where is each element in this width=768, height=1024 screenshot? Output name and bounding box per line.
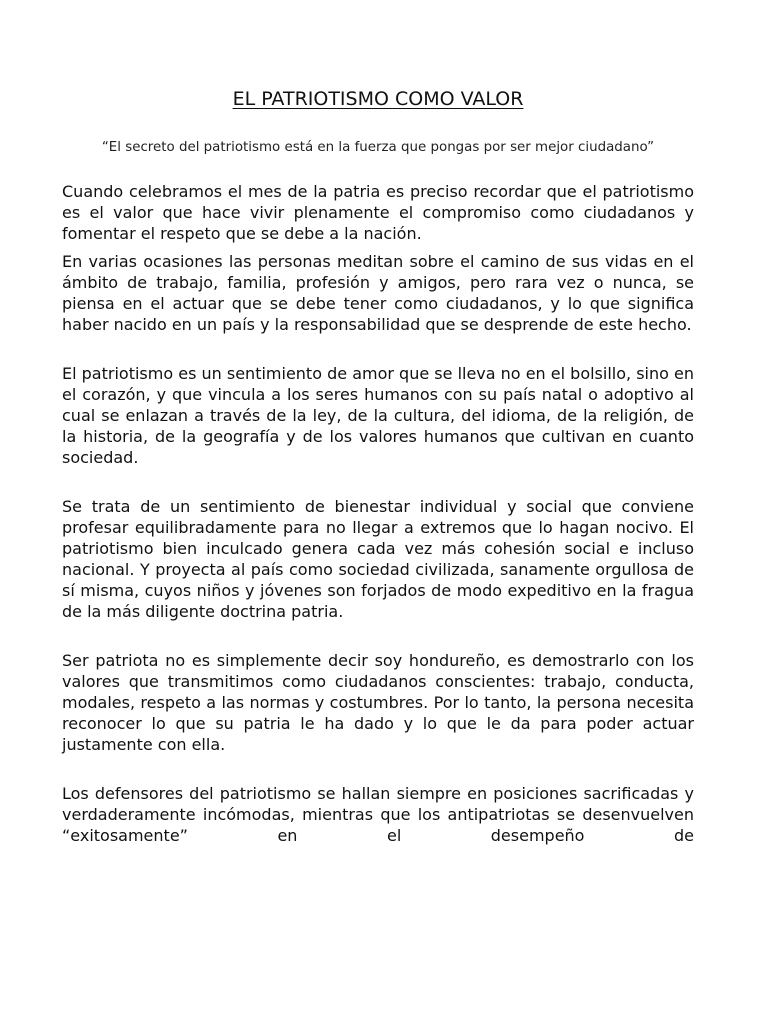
document-title: EL PATRIOTISMO COMO VALOR [232, 88, 524, 110]
paragraph-5: Ser patriota no es simplemente decir soy hondureño, es demostrarlo con los valores que transmitimos como ciudadanos conscientes: trabajo, conducta, modales, respeto a las normas y costumbres. Por lo tanto, la persona necesita reconocer lo que su patria le ha dado y lo que le da para poder actuar justamente con ella. [62, 651, 694, 754]
paragraph-4: Se trata de un sentimiento de bienestar individual y social que conviene profesar equilibradamente para no llegar a extremos que lo hagan nocivo. El patriotismo bien inculcado genera cada vez más cohesión social e incluso nacional. Y proyecta al país como sociedad civilizada, sanamente orgullosa de sí misma, cuyos niños y jóvenes son forjados de modo expeditivo en la fragua de la más diligente doctrina patria. [62, 497, 694, 621]
paragraph-3: El patriotismo es un sentimiento de amor que se lleva no en el bolsillo, sino en el corazón, y que vincula a los seres humanos con su país natal o adoptivo al cual se enlazan a través de la ley, de la cultura, del idioma, de la religión, de la historia, de la geografía y de los valores humanos que cultivan en cuanto sociedad. [62, 364, 694, 467]
paragraph-2: En varias ocasiones las personas meditan sobre el camino de sus vidas en el ámbito de trabajo, familia, profesión y amigos, pero rara vez o nunca, se piensa en el actuar que se debe tener como ciudadanos, y lo que significa haber nacido en un país y la responsabilidad que se desprende de este hecho. [62, 252, 694, 334]
document-page [62, 88, 694, 846]
epigraph-quote: “El secreto del patriotismo está en la fuerza que pongas por ser mejor ciudadano” [101, 140, 655, 155]
paragraph-6: Los defensores del patriotismo se hallan siempre en posiciones sacrificadas y verdaderamente incómodas, mientras que los antipatriotas se desenvuelven “exitosamente” en el desempeño de [62, 784, 694, 845]
paragraph-1: Cuando celebramos el mes de la patria es preciso recordar que el patriotismo es el valor que hace vivir plenamente el compromiso como ciudadanos y fomentar el respeto que se debe a la nación. [62, 182, 694, 243]
